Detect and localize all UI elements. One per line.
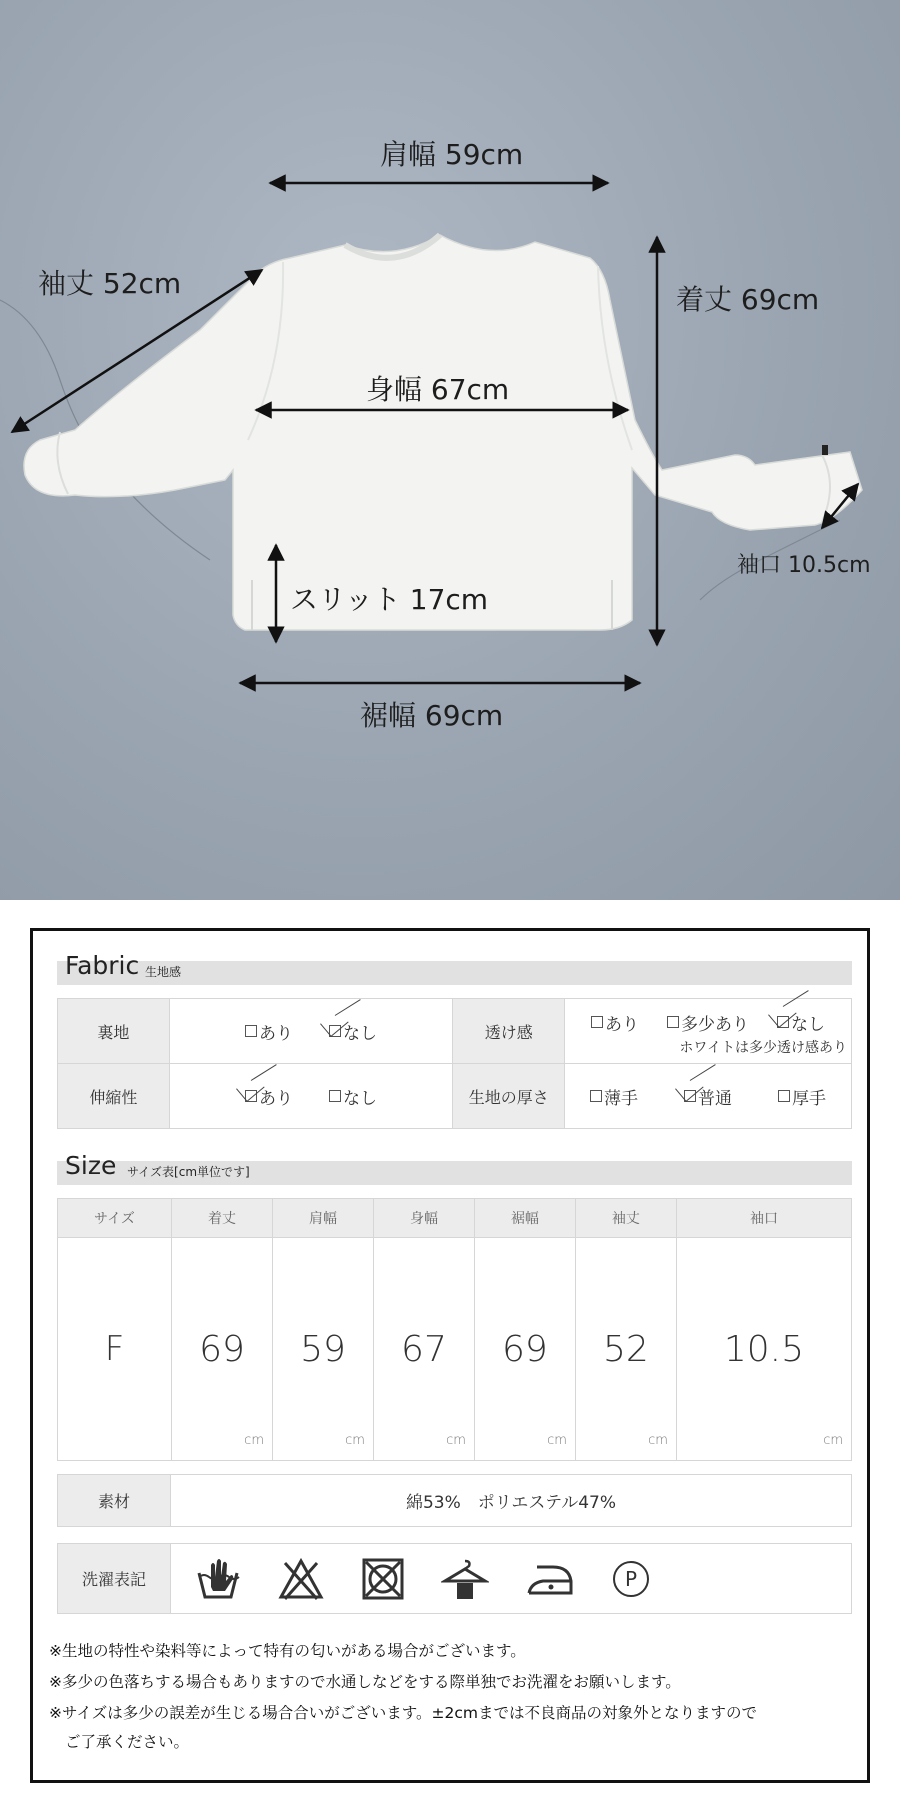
size-value-cell: 69 cm (172, 1238, 273, 1461)
fabric-options (169, 999, 453, 1064)
checked-checkbox-icon (684, 1090, 696, 1102)
fabric-row (58, 999, 852, 1064)
size-header-cell: 身幅 (373, 1199, 474, 1238)
size-title: Size (65, 1151, 117, 1180)
size-header-cell: 着丈 (172, 1199, 273, 1238)
professional-cleaning-p-icon (611, 1559, 651, 1599)
size-value-cell: 67 cm (373, 1238, 474, 1461)
fabric-options (169, 1064, 453, 1129)
size-value-cell: 69 cm (474, 1238, 575, 1461)
care-icons-cell (171, 1544, 852, 1614)
size-table (57, 1198, 852, 1461)
option-futsuu-checked: 普通 (684, 1084, 732, 1109)
chest-label: 身幅 67cm (366, 373, 510, 406)
material-value: 綿53% ポリエステル47% (171, 1475, 852, 1527)
fabric-options (565, 1064, 852, 1129)
fabric-row-label: 透け感 (453, 999, 565, 1064)
size-subtitle: サイズ表[cm単位です] (127, 1165, 250, 1179)
material-table (57, 1474, 852, 1527)
option-usude: 薄手 (590, 1084, 638, 1109)
fabric-row (58, 1064, 852, 1129)
slit-label: スリット 17cm (290, 583, 489, 616)
care-label: 洗濯表記 (58, 1544, 171, 1614)
fabric-subtitle: 生地感 (145, 965, 182, 979)
option-nashi-checked: なし (777, 1010, 825, 1035)
note-line: ※サイズは多少の誤差が生じる場合合いがございます。±2cmまでは不良商品の対象外となりますので (49, 1704, 757, 1722)
iron-low-icon (525, 1559, 575, 1599)
sheerness-note: ホワイトは多少透け感あり (679, 1039, 847, 1056)
size-header-row (58, 1199, 852, 1238)
size-header-cell: 袖丈 (575, 1199, 676, 1238)
size-value-cell: 10.5 cm (676, 1238, 851, 1461)
checkbox-icon (591, 1016, 603, 1028)
product-info-card (30, 928, 870, 1783)
checkbox-icon (667, 1016, 679, 1028)
checked-checkbox-icon (245, 1090, 257, 1102)
care-table (57, 1543, 852, 1614)
option-ari-checked: あり (245, 1084, 293, 1109)
checkbox-icon (590, 1090, 602, 1102)
checkbox-icon (245, 1025, 257, 1037)
option-tashou-ari: 多少あり (667, 1010, 749, 1035)
checked-checkbox-icon (329, 1025, 341, 1037)
note-line: ご了承ください。 (65, 1733, 190, 1751)
no-tumble-dry-icon (361, 1557, 405, 1601)
option-nashi: なし (329, 1084, 377, 1109)
hem-label: 裾幅 69cm (360, 699, 504, 732)
size-section-header (57, 1151, 852, 1185)
fabric-row-label: 生地の厚さ (453, 1064, 565, 1129)
shoulder-label: 肩幅 59cm (380, 138, 524, 171)
cuff-label: 袖口 10.5cm (737, 553, 871, 578)
hang-dry-icon (441, 1557, 489, 1601)
fabric-row-label: 裏地 (58, 999, 170, 1064)
fabric-options (565, 999, 852, 1064)
option-nashi-checked: なし (329, 1019, 377, 1044)
fabric-section-header (57, 951, 852, 985)
size-header-cell: サイズ (58, 1199, 172, 1238)
notes (49, 1636, 757, 1755)
hand-wash-icon (195, 1557, 241, 1601)
size-header-cell: 肩幅 (272, 1199, 373, 1238)
length-label: 着丈 69cm (676, 283, 820, 316)
fabric-title: Fabric (65, 951, 140, 980)
option-atsude: 厚手 (778, 1084, 826, 1109)
size-header-cell: 袖口 (676, 1199, 851, 1238)
size-header-cell: 裾幅 (474, 1199, 575, 1238)
note-line: ※生地の特性や染料等によって特有の匂いがある場合がございます。 (49, 1642, 526, 1660)
size-value-cell: F (58, 1238, 172, 1461)
fabric-table (57, 998, 852, 1129)
sleeve-label: 袖丈 52cm (38, 267, 182, 300)
size-value-row (58, 1238, 852, 1461)
no-bleach-icon (277, 1557, 325, 1601)
material-label: 素材 (58, 1475, 171, 1527)
checkbox-icon (778, 1090, 790, 1102)
checkbox-icon (329, 1090, 341, 1102)
checked-checkbox-icon (777, 1016, 789, 1028)
note-line: ※多少の色落ちする場合もありますので水通しなどをする際単独でお洗濯をお願いします。 (49, 1673, 681, 1691)
p-letter: P (624, 1566, 638, 1591)
option-ari: あり (245, 1019, 293, 1044)
option-ari: あり (591, 1010, 639, 1035)
size-value-cell: 52 cm (575, 1238, 676, 1461)
size-value-cell: 59 cm (272, 1238, 373, 1461)
fabric-row-label: 伸縮性 (58, 1064, 170, 1129)
